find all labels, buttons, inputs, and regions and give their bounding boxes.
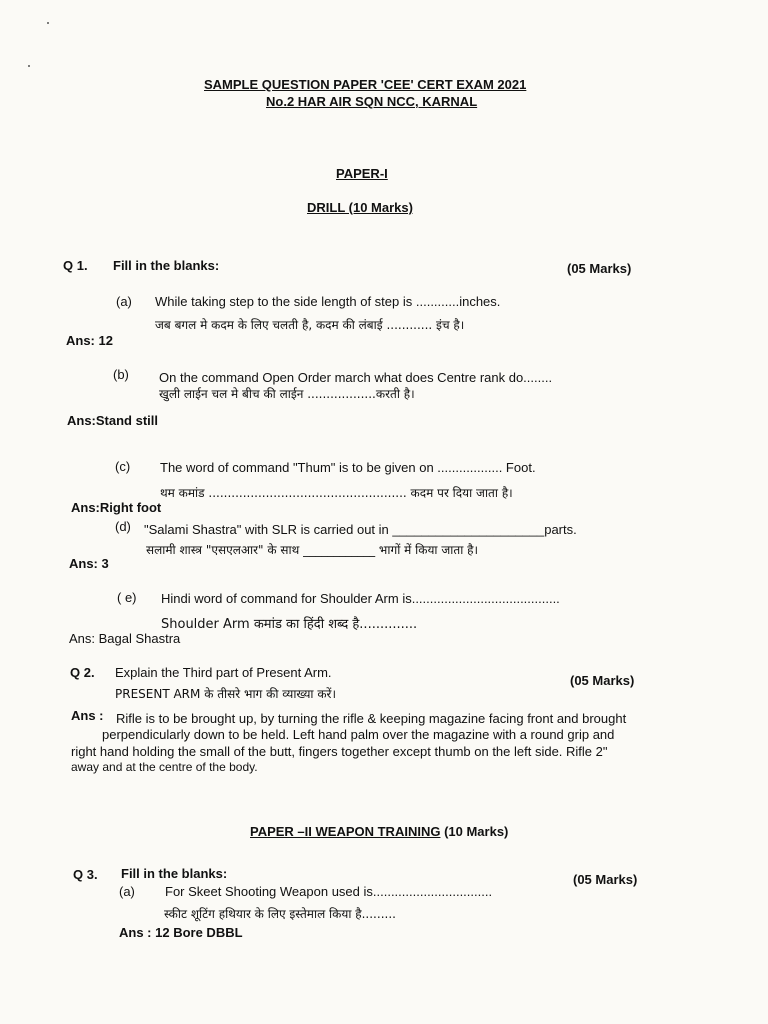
q1-marks: (05 Marks) [567, 261, 632, 276]
q3a-label: (a) [119, 884, 135, 899]
q1-title: Fill in the blanks: [113, 258, 220, 273]
paper1-subheading: DRILL (10 Marks) [307, 200, 413, 215]
exam-title: SAMPLE QUESTION PAPER 'CEE' CERT EXAM 2021 [204, 77, 527, 92]
unit-name: No.2 HAR AIR SQN NCC, KARNAL [266, 94, 478, 109]
q3-marks: (05 Marks) [573, 872, 638, 887]
paper1-heading: PAPER-I [336, 166, 388, 181]
q2-answer-line: Rifle is to be brought up, by turning the rifle & keeping magazine facing front and brought [116, 711, 627, 726]
q2-answer-line: perpendicularly down to be held. Left hand palm over the magazine with a round grip and [102, 727, 615, 742]
q1d-label: (d) [115, 519, 131, 534]
q2-hindi: PRESENT ARM के तीसरे भाग की व्याख्या करें। [115, 687, 337, 701]
q1a-hindi: जब बगल मे कदम के लिए चलती है, कदम की लंबाई ............ इंच है। [155, 318, 465, 332]
q2-marks: (05 Marks) [570, 673, 635, 688]
q1-number: Q 1. [63, 258, 88, 273]
scan-speck [28, 65, 30, 67]
q1b-answer: Ans:Stand still [67, 413, 159, 428]
q1d-answer: Ans: 3 [69, 556, 109, 571]
q1a-label: (a) [116, 294, 132, 309]
paper2-marks: (10 Marks) [444, 824, 509, 839]
q1e-text: Hindi word of command for Shoulder Arm is......................................... [161, 591, 560, 606]
q3a-answer [119, 925, 243, 940]
q2-answer-line: right hand holding the small of the butt, fingers together except thumb on the left side. Rifle 2" [71, 744, 608, 759]
q3-title: Fill in the blanks: [121, 866, 228, 881]
q2-number: Q 2. [70, 665, 95, 680]
q1e-label: ( e) [117, 590, 137, 605]
q3-number: Q 3. [73, 867, 98, 882]
q1d-text: "Salami Shastra" with SLR is carried out in _____________________parts. [144, 522, 577, 537]
q3a-text: For Skeet Shooting Weapon used is................................. [165, 884, 493, 899]
q2-text: Explain the Third part of Present Arm. [115, 665, 332, 680]
q1c-hindi: थम कमांड .................................................... कदम पर दिया जाता है। [160, 486, 513, 500]
q2-answer-label: Ans : [71, 708, 104, 723]
q1b-label: (b) [113, 367, 129, 382]
paper2-heading [250, 824, 508, 839]
q1b-text: On the command Open Order march what does Centre rank do........ [159, 370, 553, 385]
q1e-answer: Ans: Bagal Shastra [69, 631, 181, 646]
q2-answer-line: away and at the centre of the body. [71, 760, 258, 774]
q1c-label: (c) [115, 459, 131, 474]
q1b-hindi: खुली लाईन चल मे बीच की लाईन ..................करती है। [159, 387, 415, 401]
q3a-hindi: स्कीट शूटिंग हथियार के लिए इस्तेमाल किया है......... [164, 907, 396, 921]
q1c-answer: Ans:Right foot [71, 500, 162, 515]
q1d-hindi: सलामी शास्त्र "एसएलआर" के साथ ____________ भागों में किया जाता है। [146, 543, 479, 557]
q1a-text: While taking step to the side length of step is ............inches. [155, 294, 501, 309]
q1c-text: The word of command "Thum" is to be given on .................. Foot. [160, 460, 536, 475]
scan-speck [47, 22, 49, 24]
q3a-answer-value: 12 Bore DBBL [155, 925, 243, 940]
q1a-answer: Ans: 12 [66, 333, 113, 348]
q3a-answer-label: Ans : [119, 925, 152, 940]
q1e-hindi: Shoulder Arm कमांड का हिंदी शब्द है.............. [161, 617, 418, 632]
paper2-title: PAPER –II WEAPON TRAINING [250, 824, 441, 839]
